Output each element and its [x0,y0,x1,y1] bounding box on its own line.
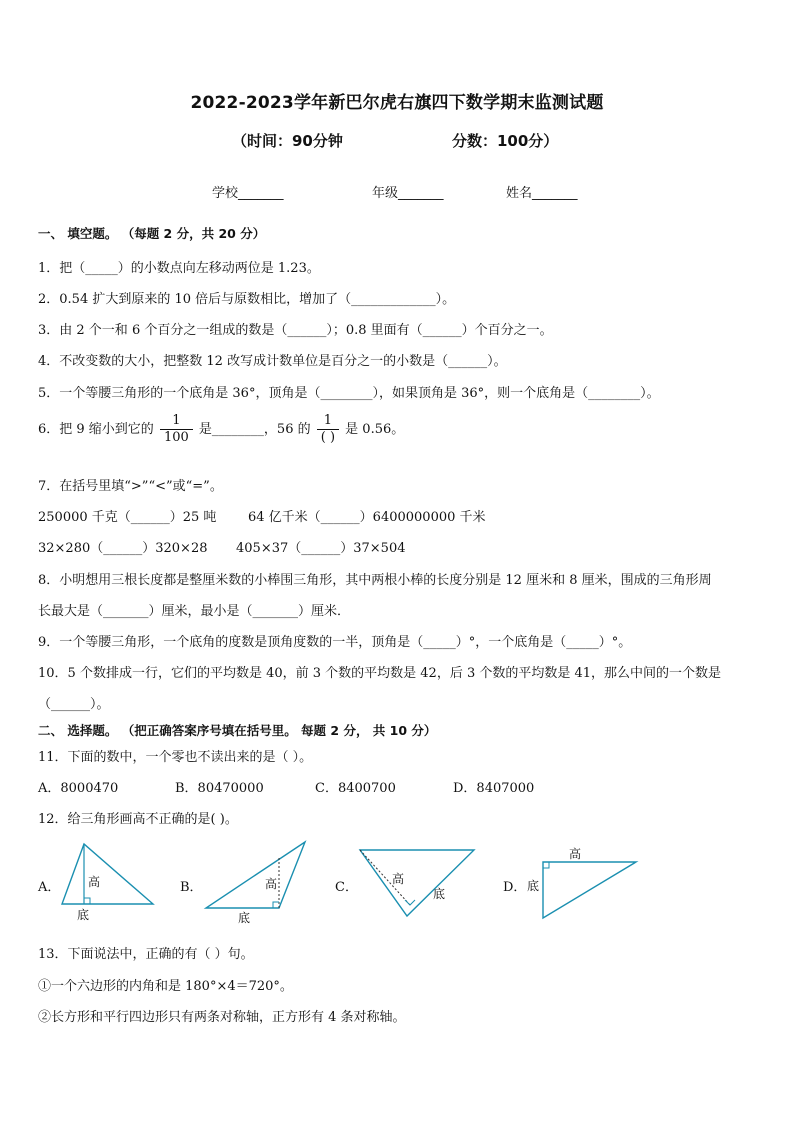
q11-option-c: C．8400700 [315,781,396,796]
q12-option-d-label: D． [503,880,527,895]
fraction-one-hundredth [160,413,193,446]
base-label: 底 [77,908,90,922]
q6-text-a: 6．把 9 缩小到它的 [38,422,154,437]
base-label: 底 [433,887,446,901]
question-10-line-2: （______）。 [38,697,110,712]
q7-compare-c: 32×280（______）320×28 [38,541,208,556]
fraction-blank [317,413,339,446]
question-5: 5．一个等腰三角形的一个底角是 36°，顶角是（________），如果顶角是 36°，则一个底角是（________）。 [38,386,660,401]
triangle-shape [543,862,636,918]
name-field: 姓名_______ [506,186,578,201]
height-label: 高 [392,872,405,886]
fraction-denominator: ( ) [317,429,339,446]
height-label: 高 [265,877,278,891]
q11-option-a: A．8000470 [38,781,119,796]
question-6 [38,413,404,446]
question-11: 11．下面的数中，一个零也不读出来的是（ ）。 [38,750,313,765]
q7-compare-d: 405×37（______）37×504 [236,541,406,556]
q13-statement-2: ②长方形和平行四边形只有两条对称轴，正方形有 4 条对称轴。 [38,1010,406,1025]
triangle-figure-c [360,850,474,916]
question-2: 2．0.54 扩大到原来的 10 倍后与原数相比，增加了（_____________）。 [38,292,456,307]
section-2-heading: 二、 选择题。 （把正确答案序号填在括号里。 每题 2 分， 共 10 分） [38,723,437,738]
fraction-denominator: 100 [160,429,193,446]
question-8-line-2: 长最大是（_______）厘米，最小是（_______）厘米． [38,604,351,619]
q7-compare-b: 64 亿千米（______）6400000000 千米 [248,510,486,525]
right-angle-mark [543,862,549,868]
height-label: 高 [88,875,101,889]
q6-text-c: 是 0.56。 [345,422,405,437]
right-angle-mark [84,898,90,904]
question-8-line-1: 8．小明想用三根长度都是整厘米数的小棒围三角形，其中两根小棒的长度分别是 12 厘米和 8 厘米，围成的三角形周 [38,573,712,588]
question-10-line-1: 10．5 个数排成一行，它们的平均数是 40，前 3 个数的平均数是 42，后 3 个数的平均数是 41，那么中间的一个数是 [38,666,722,681]
q7-compare-a: 250000 千克（______）25 吨 [38,510,217,525]
right-angle-mark [273,902,279,908]
triangle-figures [0,836,794,936]
exam-time: （时间：90分钟 [232,132,343,150]
q6-text-b: 是________，56 的 [198,422,311,437]
triangle-figure-a [62,844,153,922]
question-4: 4．不改变数的大小，把整数 12 改写成计数单位是百分之一的小数是（______）。 [38,354,507,369]
school-field: 学校_______ [212,186,284,201]
question-7: 7．在括号里填“>”“<”或“=”。 [38,479,223,494]
page-title: 2022-2023学年新巴尔虎右旗四下数学期末监测试题 [190,93,604,113]
fraction-numerator: 1 [323,413,333,428]
triangle-shape [62,844,153,904]
triangle-figure-d [527,846,636,918]
fraction-numerator: 1 [172,413,181,428]
question-12: 12．给三角形画高不正确的是( )。 [38,812,238,827]
section-1-heading: 一、 填空题。 （每题 2 分，共 20 分） [38,226,266,241]
q11-option-d: D．8407000 [453,781,535,796]
question-3: 3．由 2 个一和 6 个百分之一组成的数是（______）；0.8 里面有（______）个百分之一。 [38,323,553,338]
q12-option-a-label: A． [38,880,61,895]
q11-option-b: B．80470000 [175,781,264,796]
q12-option-b-label: B． [180,880,203,895]
q12-option-c-label: C． [335,880,358,895]
question-9: 9．一个等腰三角形，一个底角的度数是顶角度数的一半，顶角是（_____）°，一个底角是（_____）°。 [38,635,632,650]
q13-statement-1: ①一个六边形的内角和是 180°×4＝720°。 [38,979,293,994]
base-label: 底 [238,911,251,925]
triangle-figure-b [206,842,305,925]
triangle-shape [360,850,474,916]
question-1: 1．把（_____）的小数点向左移动两位是 1.23。 [38,261,320,276]
triangle-shape [206,842,305,908]
grade-field: 年级_______ [372,186,444,201]
height-label: 高 [569,847,582,861]
exam-score: 分数：100分） [452,132,559,150]
base-label: 底 [527,879,540,893]
question-13: 13．下面说法中，正确的有（ ）句。 [38,947,254,962]
